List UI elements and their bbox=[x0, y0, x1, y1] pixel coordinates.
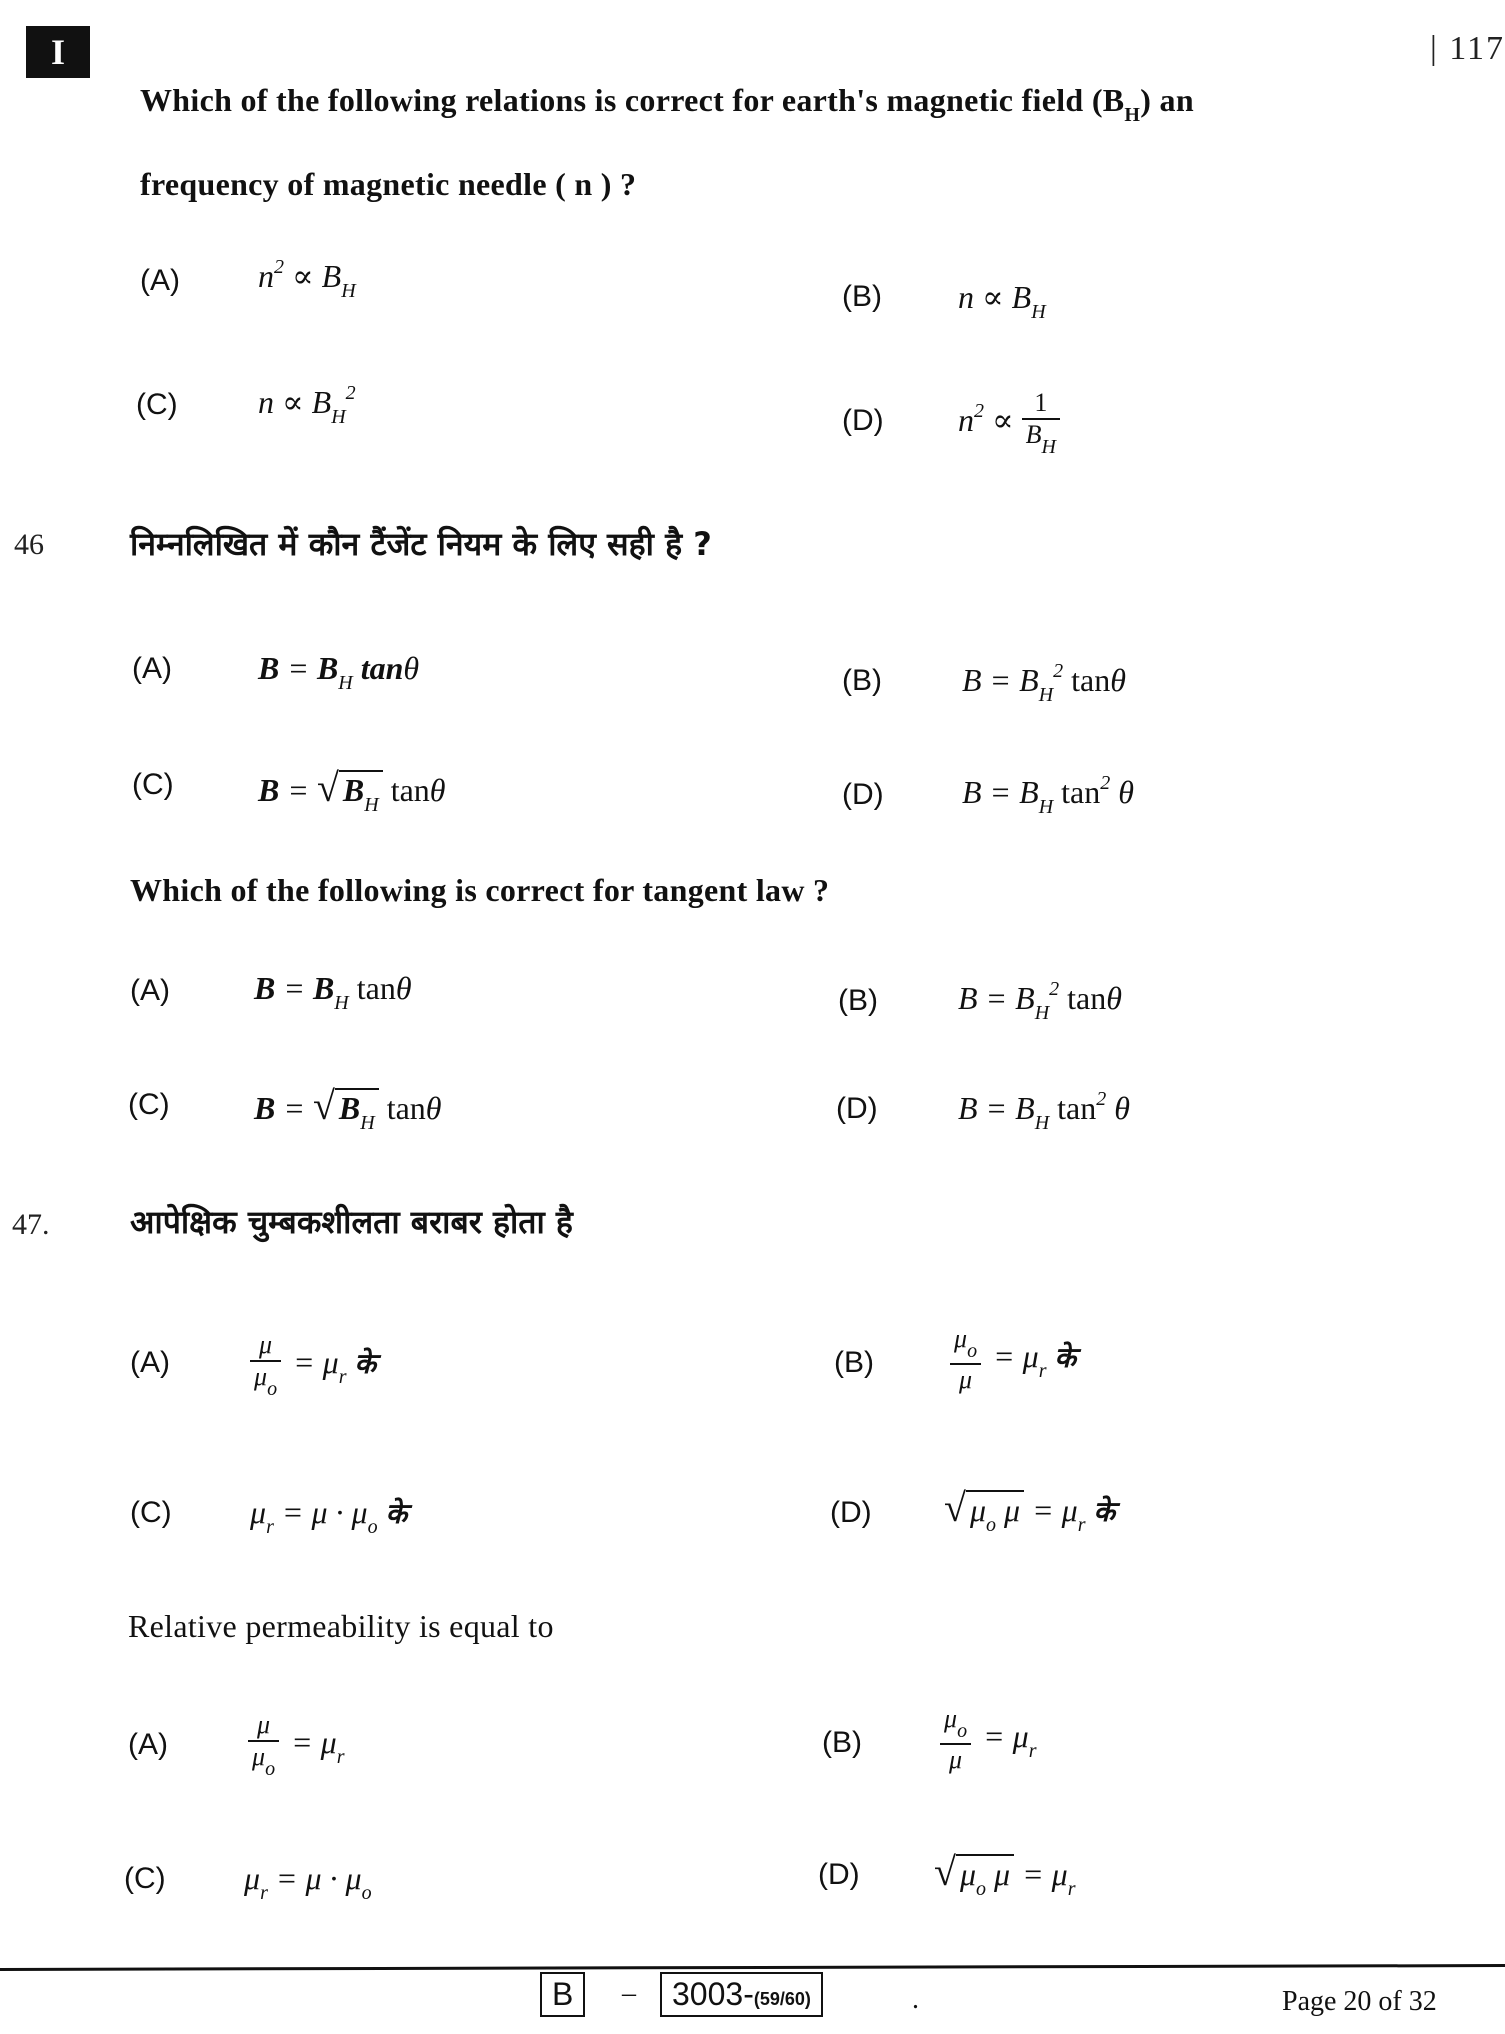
q47-en-option-d-label[interactable]: (D) bbox=[818, 1858, 860, 1891]
question-47-number: 47. bbox=[12, 1208, 50, 1241]
question-45-text-line1 bbox=[140, 82, 1194, 127]
q47-a-hindi-suffix: के bbox=[354, 1346, 377, 1380]
q45-line1-end: ) an bbox=[1140, 82, 1194, 118]
q47-hi-option-b-formula: $\frac{\mu_o}{\mu}$ = $\mu_r$ के bbox=[950, 1324, 1076, 1395]
q47-en-option-c-label[interactable]: (C) bbox=[124, 1862, 166, 1895]
q47-hi-option-a-label[interactable]: (A) bbox=[130, 1346, 170, 1379]
q46-hi-option-c-formula: B = √ $B_H$ tanθ bbox=[258, 765, 446, 816]
question-45-text-line2: frequency of magnetic needle ( n ) ? bbox=[140, 166, 637, 202]
q46-en-option-d-formula: $B = B_H$ $\tan^2 \theta$ bbox=[958, 1088, 1130, 1134]
q46-hi-option-a-formula: $B = B_H$ tanθ bbox=[258, 650, 420, 694]
q45-option-d-formula: $n^2$ ∝ $\frac{1}{B_H}$ bbox=[958, 388, 1064, 459]
q47-en-option-a-formula: $\frac{\mu}{\mu_o}$ = $\mu_r$ bbox=[248, 1710, 345, 1781]
question-47-hindi-text: आपेक्षिक चुम्बकशीलता बराबर होता है bbox=[130, 1203, 573, 1241]
q47-b-hindi-suffix: के bbox=[1054, 1340, 1077, 1374]
q45-option-c-formula: $n \propto B_H^2$ bbox=[258, 382, 356, 428]
q47-en-option-c-formula: $\mu_r = \mu \cdot \mu_o$ bbox=[244, 1860, 372, 1904]
q47-en-option-b-formula: $\frac{\mu_o}{\mu}$ = $\mu_r$ bbox=[940, 1704, 1037, 1775]
question-46-hindi-text: निम्नलिखित में कौन टैंजेंट नियम के लिए सही है ? bbox=[130, 525, 712, 563]
q45-option-d-label[interactable]: (D) bbox=[842, 404, 884, 437]
q46-en-option-b-formula: $B = B_H^2$ tanθ bbox=[958, 978, 1122, 1024]
q47-c-hindi-suffix: के bbox=[385, 1497, 408, 1530]
q46-en-option-c-formula: B = √ $B_H$ tanθ bbox=[254, 1083, 442, 1134]
q45-option-a-formula: $n^2 \propto B_H$ bbox=[258, 256, 356, 302]
q45-option-b-formula: $n \propto B_H$ bbox=[958, 279, 1046, 323]
paper-code: 3003- bbox=[672, 1976, 754, 2012]
q46-hi-option-b-label[interactable]: (B) bbox=[842, 664, 882, 697]
q46-hi-option-d-label[interactable]: (D) bbox=[842, 778, 884, 811]
q45-option-b-label[interactable]: (B) bbox=[842, 280, 882, 313]
question-46-english-text: Which of the following is correct for tangent law ? bbox=[130, 872, 830, 908]
q47-hi-option-c-formula: $\mu_r = \mu \cdot \mu_o$ के bbox=[250, 1494, 408, 1538]
q46-hi-option-d-formula: $B = B_H$ $\tan^2 \theta$ bbox=[962, 772, 1134, 818]
paper-code-small: (59/60) bbox=[753, 1989, 811, 2009]
footer-rule bbox=[0, 1964, 1505, 1971]
q45-option-c-label[interactable]: (C) bbox=[136, 388, 178, 421]
q46-hi-option-b-formula: $B = B_H^2$ tanθ bbox=[962, 660, 1126, 706]
question-47-english-text: Relative permeability is equal to bbox=[128, 1608, 554, 1644]
q47-hi-option-d-label[interactable]: (D) bbox=[830, 1496, 872, 1529]
q46-en-option-d-label[interactable]: (D) bbox=[836, 1092, 878, 1125]
footer-dash: – bbox=[622, 1978, 636, 2009]
q47-en-option-a-label[interactable]: (A) bbox=[128, 1728, 168, 1761]
top-page-number: | 117 bbox=[1429, 30, 1505, 67]
q47-en-option-b-label[interactable]: (B) bbox=[822, 1726, 862, 1759]
footer-dot: . bbox=[912, 1984, 919, 2015]
q46-en-option-b-label[interactable]: (B) bbox=[838, 984, 878, 1017]
q46-hi-option-a-label[interactable]: (A) bbox=[132, 652, 172, 685]
set-code-box: B bbox=[540, 1972, 585, 2017]
q47-en-option-d-formula: √ $\mu_o$ $\mu = \mu_r$ bbox=[934, 1849, 1076, 1900]
q45-option-a-label[interactable]: (A) bbox=[140, 264, 180, 297]
q47-hi-option-d-formula: √ $\mu_o$ $\mu = \mu_r$ के bbox=[944, 1485, 1116, 1536]
page-label: Page 20 of 32 bbox=[1282, 1986, 1437, 2017]
q46-hi-option-c-label[interactable]: (C) bbox=[132, 768, 174, 801]
q46-en-option-a-label[interactable]: (A) bbox=[130, 974, 170, 1007]
q47-hi-option-b-label[interactable]: (B) bbox=[834, 1346, 874, 1379]
q47-hi-option-a-formula: $\frac{\mu}{\mu_o}$ = $\mu_r$ के bbox=[250, 1330, 376, 1401]
q47-d-hindi-suffix: के bbox=[1093, 1495, 1116, 1528]
section-badge: I bbox=[26, 26, 90, 78]
q45-line1-text: Which of the following relations is correct for earth's magnetic field (B bbox=[140, 82, 1125, 118]
q47-hi-option-c-label[interactable]: (C) bbox=[130, 1496, 172, 1529]
q46-en-option-c-label[interactable]: (C) bbox=[128, 1088, 170, 1121]
q46-en-option-a-formula: $B = B_H$ tanθ bbox=[254, 970, 412, 1014]
paper-code-box bbox=[660, 1972, 823, 2017]
question-46-number: 46 bbox=[14, 528, 44, 561]
q45-line1-sub: H bbox=[1124, 104, 1141, 126]
